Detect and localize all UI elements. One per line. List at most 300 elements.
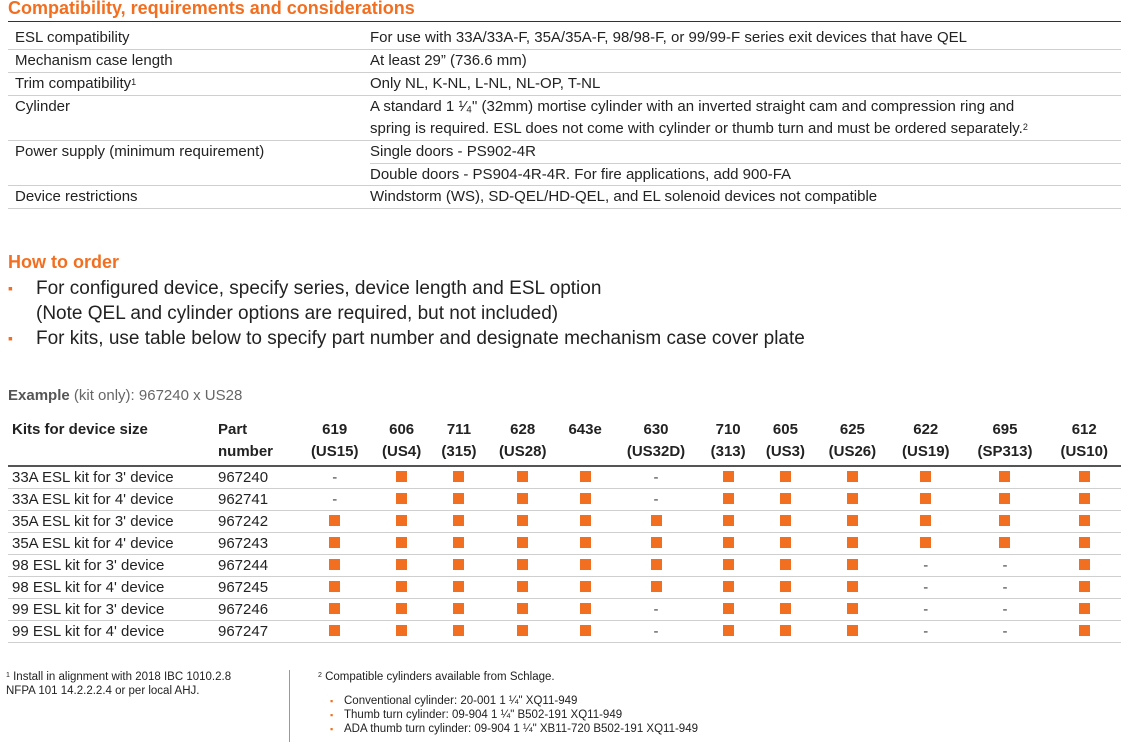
example-text xyxy=(8,387,242,404)
finish-us-code: (313) xyxy=(710,443,746,460)
available-marker xyxy=(517,581,528,592)
compat-value-line xyxy=(370,163,1121,185)
finish-code: 622 xyxy=(913,421,939,438)
availability-cell xyxy=(611,620,701,642)
finish-code: 606 xyxy=(389,421,415,438)
compat-value xyxy=(364,186,1121,208)
availability-cell xyxy=(611,532,701,554)
availability-cell xyxy=(486,466,559,488)
cylinder-item-text: Conventional cylinder: 20-001 1 ¼" XQ11-949 xyxy=(344,695,578,707)
how-to-order-heading: How to order xyxy=(8,252,119,272)
availability-cell xyxy=(962,576,1047,598)
availability-cell xyxy=(1047,532,1121,554)
cylinder-item-text: Thumb turn cylinder: 09-904 1 ¼" B502-191 XQ11-949 xyxy=(344,709,623,721)
available-marker xyxy=(453,559,464,570)
footnote-1-marker: 1 xyxy=(6,672,10,679)
finish-us-code: (US19) xyxy=(902,443,950,460)
availability-cell xyxy=(559,554,611,576)
available-marker xyxy=(1079,471,1090,482)
compat-value-text: Windstorm (WS), SD-QEL/HD-QEL, and EL solenoid devices not compatible xyxy=(370,188,878,205)
available-marker xyxy=(780,603,791,614)
available-marker xyxy=(517,515,528,526)
available-marker xyxy=(453,471,464,482)
availability-cell xyxy=(962,466,1047,488)
not-available-dash: - xyxy=(1002,578,1008,596)
compat-value-line xyxy=(370,186,1121,208)
compat-value-text: Only NL, K-NL, L-NL, NL-OP, T-NL xyxy=(370,75,601,92)
availability-cell xyxy=(371,510,432,532)
available-marker xyxy=(1079,493,1090,504)
example-label: Example xyxy=(8,387,70,404)
compat-value xyxy=(364,27,1121,49)
availability-cell xyxy=(486,554,559,576)
availability-cell xyxy=(755,510,816,532)
not-available-dash: - xyxy=(332,490,338,508)
availability-cell xyxy=(611,510,701,532)
availability-cell xyxy=(611,488,701,510)
order-bullet xyxy=(8,326,908,351)
availability-cell xyxy=(962,554,1047,576)
availability-cell xyxy=(432,554,486,576)
available-marker xyxy=(580,625,591,636)
not-available-dash: - xyxy=(1002,556,1008,574)
not-available-dash: - xyxy=(653,622,659,640)
kits-table xyxy=(8,419,1121,643)
availability-cell xyxy=(816,510,889,532)
available-marker xyxy=(999,537,1010,548)
footnote-2-marker: 2 xyxy=(318,672,322,679)
footnote-ref: 1 xyxy=(131,77,137,87)
available-marker xyxy=(780,581,791,592)
availability-cell xyxy=(816,598,889,620)
available-marker xyxy=(780,493,791,504)
available-marker xyxy=(396,581,407,592)
bullet-line: (Note QEL and cylinder options are required, but not included) xyxy=(36,303,559,324)
compatibility-table xyxy=(8,27,1121,209)
available-marker xyxy=(453,537,464,548)
available-marker xyxy=(651,559,662,570)
bullet-marker: ▪ xyxy=(330,724,334,734)
finish-code: 695 xyxy=(992,421,1018,438)
availability-cell xyxy=(371,620,432,642)
availability-cell xyxy=(371,554,432,576)
col-part-line: number xyxy=(218,443,274,460)
not-available-dash: - xyxy=(923,578,929,596)
available-marker xyxy=(396,559,407,570)
col-part-header xyxy=(214,419,298,466)
footnote-1-line-1: Install in alignment with 2018 IBC 1010.2.8 xyxy=(13,671,232,683)
availability-cell xyxy=(559,532,611,554)
compat-key-text: Power supply (minimum requirement) xyxy=(15,143,265,160)
available-marker xyxy=(1079,537,1090,548)
available-marker xyxy=(396,515,407,526)
availability-cell xyxy=(1047,510,1121,532)
availability-cell xyxy=(371,598,432,620)
availability-cell xyxy=(962,620,1047,642)
availability-cell xyxy=(298,488,371,510)
finish-us-code xyxy=(559,441,611,463)
availability-cell xyxy=(432,488,486,510)
compat-value-line xyxy=(370,96,1121,118)
finish-header xyxy=(298,419,371,466)
availability-cell xyxy=(962,510,1047,532)
availability-cell xyxy=(1047,466,1121,488)
availability-cell xyxy=(432,510,486,532)
compat-key xyxy=(8,141,364,185)
available-marker xyxy=(580,603,591,614)
compat-row xyxy=(8,27,1121,50)
kit-name: 33A ESL kit for 3' device xyxy=(8,466,214,488)
available-marker xyxy=(723,581,734,592)
finish-code: 643e xyxy=(568,421,602,438)
kit-name: 99 ESL kit for 4' device xyxy=(8,620,214,642)
availability-cell xyxy=(889,620,962,642)
compat-key-text: Device restrictions xyxy=(15,188,138,205)
availability-cell xyxy=(889,488,962,510)
kit-name: 99 ESL kit for 3' device xyxy=(8,598,214,620)
available-marker xyxy=(580,581,591,592)
availability-cell xyxy=(816,488,889,510)
available-marker xyxy=(847,537,858,548)
compat-key-text: Cylinder xyxy=(15,98,71,115)
availability-cell xyxy=(611,466,701,488)
finish-header xyxy=(559,419,611,466)
availability-cell xyxy=(559,620,611,642)
compat-key xyxy=(8,73,364,95)
finish-us-code: (US26) xyxy=(828,443,877,460)
available-marker xyxy=(580,493,591,504)
available-marker xyxy=(453,625,464,636)
kit-name: 98 ESL kit for 4' device xyxy=(8,576,214,598)
availability-cell xyxy=(1047,620,1121,642)
finish-header xyxy=(701,419,755,466)
availability-cell xyxy=(371,576,432,598)
compat-value xyxy=(364,73,1121,95)
bullet-marker: ▪ xyxy=(330,696,334,706)
finish-header xyxy=(816,419,889,466)
available-marker xyxy=(453,493,464,504)
not-available-dash: - xyxy=(923,600,929,618)
available-marker xyxy=(329,603,340,614)
kit-part-number: 962741 xyxy=(214,488,298,510)
section-title: Compatibility, requirements and considerations xyxy=(8,0,415,18)
availability-cell xyxy=(889,598,962,620)
availability-cell xyxy=(486,532,559,554)
kits-table-body xyxy=(8,466,1121,642)
availability-cell xyxy=(298,510,371,532)
availability-cell xyxy=(755,466,816,488)
availability-cell xyxy=(701,598,755,620)
finish-code: 628 xyxy=(510,421,536,438)
available-marker xyxy=(999,471,1010,482)
col-kit-header: Kits for device size xyxy=(8,419,214,466)
finish-code: 605 xyxy=(772,421,798,438)
availability-cell xyxy=(559,510,611,532)
availability-cell xyxy=(371,488,432,510)
order-bullet xyxy=(8,276,908,326)
available-marker xyxy=(396,471,407,482)
availability-cell xyxy=(889,510,962,532)
availability-cell xyxy=(559,598,611,620)
availability-cell xyxy=(432,598,486,620)
finish-code: 625 xyxy=(839,421,865,438)
compat-key xyxy=(8,50,364,72)
availability-cell xyxy=(962,532,1047,554)
not-available-dash: - xyxy=(1002,622,1008,640)
available-marker xyxy=(723,515,734,526)
availability-cell xyxy=(298,620,371,642)
availability-cell xyxy=(1047,488,1121,510)
available-marker xyxy=(847,581,858,592)
footnote-2-intro: Compatible cylinders available from Schlage. xyxy=(325,671,555,683)
kit-row xyxy=(8,598,1121,620)
kit-name: 35A ESL kit for 4' device xyxy=(8,532,214,554)
available-marker xyxy=(517,471,528,482)
compat-value xyxy=(364,96,1121,140)
available-marker xyxy=(920,515,931,526)
available-marker xyxy=(780,515,791,526)
available-marker xyxy=(920,493,931,504)
available-marker xyxy=(1079,603,1090,614)
available-marker xyxy=(329,625,340,636)
available-marker xyxy=(580,515,591,526)
available-marker xyxy=(847,515,858,526)
availability-cell xyxy=(486,576,559,598)
finish-us-code: (US4) xyxy=(382,443,422,460)
cylinder-item xyxy=(330,708,1018,722)
availability-cell xyxy=(889,554,962,576)
available-marker xyxy=(723,559,734,570)
col-part-line: Part xyxy=(218,421,248,438)
compatible-cylinder-list xyxy=(318,694,1018,736)
kit-part-number: 967243 xyxy=(214,532,298,554)
compat-value-text: For use with 33A/33A-F, 35A/35A-F, 98/98-F, or 99/99-F series exit devices that have QEL xyxy=(370,29,967,46)
finish-us-code: (US32D) xyxy=(626,443,686,460)
not-available-dash: - xyxy=(653,468,659,486)
availability-cell xyxy=(701,554,755,576)
availability-cell xyxy=(371,532,432,554)
kit-row xyxy=(8,620,1121,642)
availability-cell xyxy=(1047,576,1121,598)
available-marker xyxy=(651,537,662,548)
available-marker xyxy=(999,493,1010,504)
finish-header xyxy=(962,419,1047,466)
availability-cell xyxy=(298,576,371,598)
cylinder-item xyxy=(330,694,1018,708)
finish-us-code: (US15) xyxy=(310,443,359,460)
availability-cell xyxy=(962,598,1047,620)
availability-cell xyxy=(432,532,486,554)
finish-us-code: (US28) xyxy=(498,443,547,460)
availability-cell xyxy=(755,488,816,510)
bullet-marker: ▪ xyxy=(8,280,13,296)
footnote-ref: 2 xyxy=(1022,122,1028,132)
kit-part-number: 967245 xyxy=(214,576,298,598)
available-marker xyxy=(723,603,734,614)
section-title-bar xyxy=(8,0,1121,22)
kit-part-number: 967242 xyxy=(214,510,298,532)
compat-row xyxy=(8,50,1121,73)
kit-part-number: 967240 xyxy=(214,466,298,488)
available-marker xyxy=(723,471,734,482)
availability-cell xyxy=(432,620,486,642)
available-marker xyxy=(580,471,591,482)
not-available-dash: - xyxy=(653,600,659,618)
availability-cell xyxy=(701,466,755,488)
available-marker xyxy=(517,625,528,636)
finish-code: 630 xyxy=(643,421,669,438)
available-marker xyxy=(453,603,464,614)
availability-cell xyxy=(755,620,816,642)
available-marker xyxy=(329,515,340,526)
available-marker xyxy=(396,625,407,636)
available-marker xyxy=(920,471,931,482)
availability-cell xyxy=(701,510,755,532)
available-marker xyxy=(396,603,407,614)
available-marker xyxy=(723,493,734,504)
compat-value-text: Double doors - PS904-4R-4R. For fire applications, add 900-FA xyxy=(370,166,792,183)
availability-cell xyxy=(755,532,816,554)
kit-name: 35A ESL kit for 3' device xyxy=(8,510,214,532)
not-available-dash: - xyxy=(923,622,929,640)
kit-part-number: 967246 xyxy=(214,598,298,620)
availability-cell xyxy=(755,576,816,598)
compat-key-text: Mechanism case length xyxy=(15,52,173,69)
kit-name: 98 ESL kit for 3' device xyxy=(8,554,214,576)
available-marker xyxy=(651,515,662,526)
available-marker xyxy=(329,559,340,570)
finish-header xyxy=(889,419,962,466)
availability-cell xyxy=(816,532,889,554)
available-marker xyxy=(1079,559,1090,570)
available-marker xyxy=(1079,581,1090,592)
available-marker xyxy=(920,537,931,548)
bullet-marker: ▪ xyxy=(8,330,13,346)
availability-cell xyxy=(486,598,559,620)
footnote-divider xyxy=(289,670,290,742)
compat-value-text: spring is required. ESL does not come with cylinder or thumb turn and must be ordered separately. xyxy=(370,120,1023,137)
availability-cell xyxy=(298,598,371,620)
available-marker xyxy=(1079,515,1090,526)
availability-cell xyxy=(486,620,559,642)
availability-cell xyxy=(611,554,701,576)
available-marker xyxy=(651,581,662,592)
availability-cell xyxy=(1047,554,1121,576)
available-marker xyxy=(396,537,407,548)
compat-key xyxy=(8,186,364,208)
available-marker xyxy=(780,471,791,482)
kit-row xyxy=(8,510,1121,532)
finish-us-code: (SP313) xyxy=(977,443,1033,460)
availability-cell xyxy=(889,532,962,554)
compat-value-line xyxy=(370,73,1121,95)
not-available-dash: - xyxy=(1002,600,1008,618)
availability-cell xyxy=(701,576,755,598)
compat-key-text: Trim compatibility xyxy=(15,75,132,92)
compat-row xyxy=(8,73,1121,96)
compat-row xyxy=(8,186,1121,209)
bullet-marker: ▪ xyxy=(330,710,334,720)
available-marker xyxy=(580,537,591,548)
not-available-dash: - xyxy=(923,556,929,574)
compat-value-text: A standard 1 ¹⁄₄" (32mm) mortise cylinder with an inverted straight cam and compression ring and xyxy=(370,98,1015,115)
finish-us-code: (US10) xyxy=(1060,443,1108,460)
finish-code: 619 xyxy=(322,421,348,438)
availability-cell xyxy=(889,576,962,598)
compat-key xyxy=(8,96,364,140)
availability-cell xyxy=(816,554,889,576)
available-marker xyxy=(1079,625,1090,636)
available-marker xyxy=(453,581,464,592)
availability-cell xyxy=(298,554,371,576)
available-marker xyxy=(517,493,528,504)
available-marker xyxy=(847,493,858,504)
kit-row xyxy=(8,554,1121,576)
available-marker xyxy=(847,471,858,482)
kit-part-number: 967247 xyxy=(214,620,298,642)
kit-name: 33A ESL kit for 4' device xyxy=(8,488,214,510)
availability-cell xyxy=(701,620,755,642)
available-marker xyxy=(396,493,407,504)
compat-value-line xyxy=(370,50,1121,72)
kit-part-number: 967244 xyxy=(214,554,298,576)
availability-cell xyxy=(486,510,559,532)
compat-key xyxy=(8,27,364,49)
availability-cell xyxy=(962,488,1047,510)
compat-value xyxy=(364,141,1121,185)
how-to-order-list xyxy=(8,276,908,351)
availability-cell xyxy=(816,620,889,642)
available-marker xyxy=(517,559,528,570)
availability-cell xyxy=(611,576,701,598)
compat-value-text: At least 29” (736.6 mm) xyxy=(370,52,527,69)
compat-value xyxy=(364,50,1121,72)
compat-value-line xyxy=(370,27,1121,49)
availability-cell xyxy=(1047,598,1121,620)
available-marker xyxy=(847,559,858,570)
available-marker xyxy=(517,537,528,548)
availability-cell xyxy=(816,576,889,598)
not-available-dash: - xyxy=(653,490,659,508)
cylinder-item xyxy=(330,722,1018,736)
available-marker xyxy=(517,603,528,614)
footnote-2 xyxy=(318,670,1018,736)
available-marker xyxy=(723,625,734,636)
available-marker xyxy=(847,603,858,614)
compat-value-line xyxy=(370,141,1121,163)
finish-header xyxy=(432,419,486,466)
kits-table-header xyxy=(8,419,1121,466)
finish-header xyxy=(486,419,559,466)
available-marker xyxy=(847,625,858,636)
not-available-dash: - xyxy=(332,468,338,486)
availability-cell xyxy=(432,466,486,488)
finish-header xyxy=(755,419,816,466)
available-marker xyxy=(780,625,791,636)
available-marker xyxy=(999,515,1010,526)
bullet-text xyxy=(36,276,908,326)
footnote-1 xyxy=(6,670,276,698)
compat-key-text: ESL compatibility xyxy=(15,29,130,46)
available-marker xyxy=(780,537,791,548)
availability-cell xyxy=(298,466,371,488)
finish-code: 711 xyxy=(446,421,472,438)
availability-cell xyxy=(559,576,611,598)
bullet-line: For kits, use table below to specify part number and designate mechanism case cover plate xyxy=(36,328,805,349)
available-marker xyxy=(453,515,464,526)
finish-header xyxy=(611,419,701,466)
compat-row xyxy=(8,141,1121,186)
